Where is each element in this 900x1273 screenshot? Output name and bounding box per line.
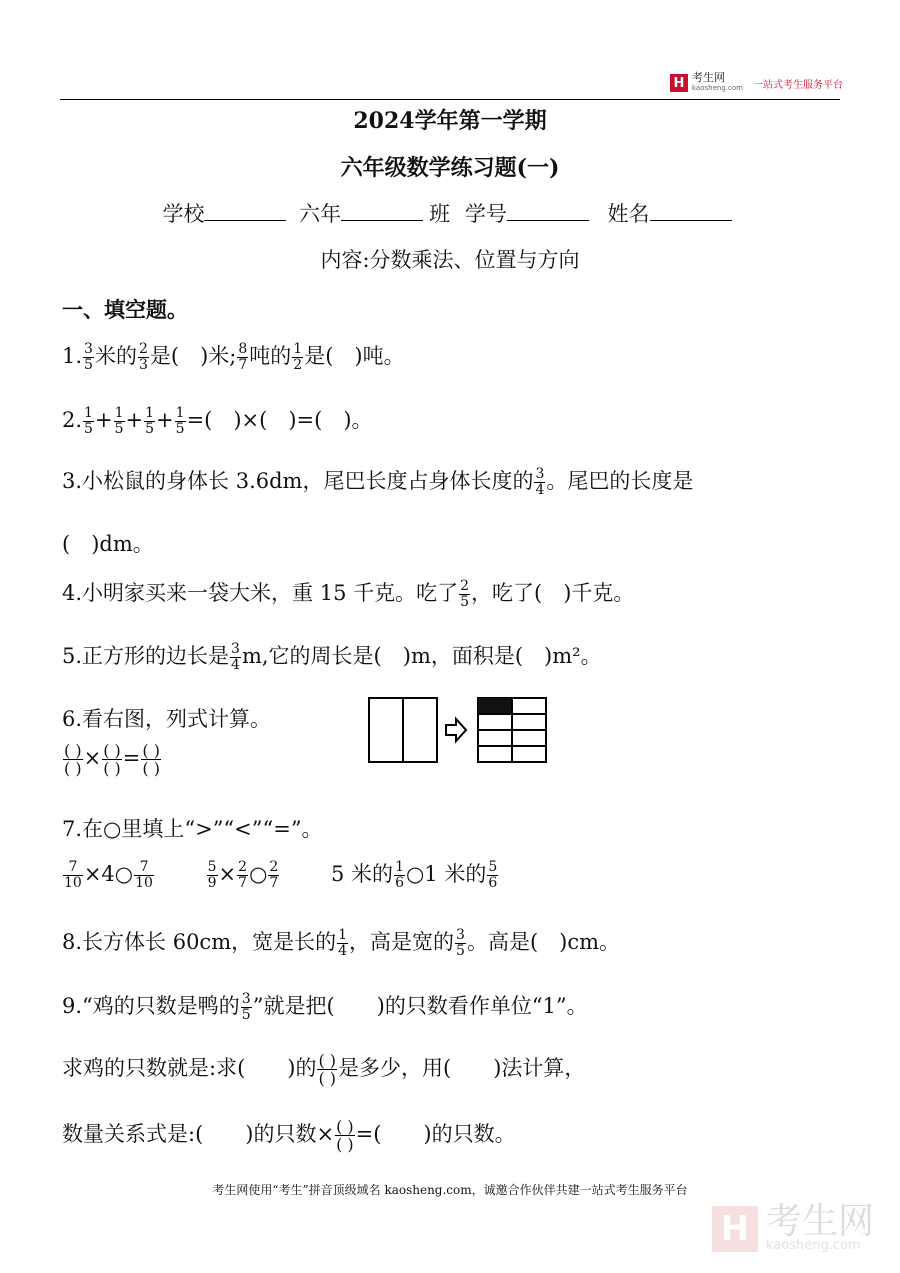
numerator: 5 [207, 859, 217, 875]
question-1 [62, 340, 405, 373]
question-6-formula [62, 742, 162, 777]
numerator: 1 [175, 405, 185, 421]
question-9-line-2 [62, 1052, 585, 1087]
fraction [134, 860, 154, 891]
numerator: 3 [535, 466, 545, 482]
logo-domain: kaosheng.com [692, 84, 743, 92]
times-sign: × [218, 862, 237, 886]
fraction [114, 406, 125, 437]
denominator: 5 [84, 421, 93, 437]
watermark-text [766, 1201, 875, 1253]
question-3-cont [62, 528, 154, 558]
denominator: 6 [395, 875, 404, 891]
numerator: ( ) [336, 1117, 354, 1136]
q7-expr-1 [62, 859, 155, 891]
q4-text: 4.小明家买来一袋大米，重 15 千克。吃了 [62, 581, 459, 605]
denominator: 5 [456, 943, 465, 959]
fraction [63, 860, 83, 891]
plus-sign: + [156, 408, 174, 432]
header-rule [60, 99, 840, 100]
question-9 [62, 990, 588, 1023]
q5-text: 5.正方形的边长是 [62, 644, 230, 668]
q1-text: 米的 [94, 344, 137, 368]
numerator: 1 [84, 405, 93, 421]
school-label: 学校 [162, 202, 205, 226]
class-field[interactable] [341, 202, 423, 221]
fraction [144, 406, 155, 437]
denominator: 4 [231, 657, 240, 673]
fraction [455, 928, 466, 959]
q8-text: 8.长方体长 60cm，宽是长的 [62, 930, 337, 954]
school-field[interactable] [204, 202, 286, 221]
fraction [487, 860, 498, 891]
denominator: 5 [145, 421, 155, 437]
name-field[interactable] [650, 202, 732, 221]
numerator: 1 [293, 341, 303, 357]
denominator: 5 [460, 594, 470, 610]
q9-text: ”就是把( )的只数看作单位“1”。 [252, 994, 588, 1018]
question-9-line-3 [62, 1118, 516, 1153]
fraction [237, 342, 248, 373]
fraction [292, 342, 303, 373]
denominator: ( ) [64, 759, 82, 778]
logo-slogan: 一站式考生服务平台 [752, 79, 843, 91]
denominator: 9 [207, 875, 217, 891]
numerator: 1 [145, 405, 155, 421]
denominator: ( ) [103, 759, 121, 778]
watermark-logo-icon: H [712, 1206, 758, 1252]
denominator: ( ) [142, 759, 160, 778]
q7-text: ×4○ [83, 862, 134, 886]
denominator: 5 [175, 421, 185, 437]
numerator: 2 [460, 578, 470, 594]
q5-text: m,它的周长是( )m，面积是( )m²。 [241, 644, 602, 668]
q8-text: 。高是( )cm。 [466, 930, 621, 954]
number-label: 学号 [464, 202, 507, 226]
section-heading: 一、填空题。 [62, 297, 188, 322]
q7-expr-3 [331, 859, 499, 891]
fraction [241, 992, 252, 1023]
denominator: 4 [338, 943, 348, 959]
q6-text: 6.看右图，列式计算。 [62, 707, 272, 731]
blank-fraction[interactable] [141, 742, 161, 777]
fraction [534, 467, 545, 498]
grade-label: 六年 [299, 202, 342, 226]
q1-text: 是( )吨。 [304, 344, 405, 368]
q2-text: =( )×( )=( )。 [186, 408, 373, 432]
question-3 [62, 465, 693, 498]
numerator: 1 [114, 405, 124, 421]
q9-text: 是多少，用( )法计算， [338, 1056, 586, 1080]
fraction [83, 342, 94, 373]
q9-text: 求鸡的只数就是:求( )的 [62, 1056, 317, 1080]
numerator: 1 [338, 927, 348, 943]
numerator: ( ) [64, 741, 82, 760]
numerator: 7 [134, 860, 154, 876]
denominator: 10 [64, 875, 82, 891]
numerator: ( ) [318, 1051, 337, 1070]
q7-expr-2 [206, 859, 281, 891]
fraction [230, 642, 241, 673]
denominator: 3 [138, 357, 148, 373]
fraction [237, 860, 248, 891]
number-field[interactable] [507, 202, 589, 221]
denominator: ( ) [318, 1069, 337, 1088]
watermark [712, 1201, 875, 1253]
times-sign: × [83, 746, 102, 770]
fraction [207, 860, 218, 891]
denominator: 2 [293, 357, 303, 373]
page-title: 2024学年第一学期 [353, 108, 547, 134]
class-label: 班 [429, 202, 451, 226]
q9-text: =( )的只数。 [355, 1122, 516, 1146]
shaded-cell [478, 698, 512, 714]
question-5 [62, 640, 602, 673]
question-7-expressions [62, 858, 499, 891]
blank-fraction[interactable] [335, 1118, 355, 1153]
numerator: 3 [84, 341, 93, 357]
logo-name-text: 考生网 [692, 71, 725, 84]
page-footer: 考生网使用“考生”拼音顶级域名 kaosheng.com，诚邀合作伙伴共建一站式考生服务平台 [212, 1183, 688, 1197]
denominator: 7 [238, 357, 248, 373]
student-info-line [0, 198, 900, 228]
plus-sign: + [125, 408, 144, 432]
watermark-domain: kaosheng.com [766, 1238, 861, 1253]
watermark-name: 考生网 [766, 1201, 875, 1242]
q1-text: 是( )米; [149, 344, 237, 368]
denominator: 10 [135, 875, 153, 891]
numerator: 5 [488, 859, 498, 875]
q7-text: 5 米的 [331, 862, 394, 886]
denominator: 5 [114, 421, 124, 437]
numerator: 3 [456, 927, 465, 943]
q3-text: 。尾巴的长度是 [546, 469, 694, 493]
name-label: 姓名 [607, 202, 650, 226]
numerator: ( ) [142, 741, 160, 760]
equals-sign: = [122, 746, 141, 770]
plus-sign: + [94, 408, 113, 432]
q3-text: 3.小松鼠的身体长 3.6dm，尾巴长度占身体长度的 [62, 469, 534, 493]
q3-text: ( )dm。 [62, 532, 154, 556]
q9-text: 数量关系式是:( )的只数× [62, 1122, 335, 1146]
fraction [138, 342, 149, 373]
logo-name [692, 73, 743, 93]
denominator: ( ) [336, 1135, 354, 1154]
denominator: 7 [269, 875, 279, 891]
page-subtitle: 六年级数学练习题(一) [340, 155, 560, 181]
numerator: 2 [138, 341, 148, 357]
numerator: 3 [231, 641, 240, 657]
q1-text: 吨的 [249, 344, 292, 368]
question-7 [62, 813, 323, 843]
q9-text: 9.“鸡的只数是鸭的 [62, 994, 240, 1018]
blank-fraction[interactable] [63, 742, 83, 777]
fraction [459, 579, 470, 610]
numerator: ( ) [103, 741, 121, 760]
question-2 [62, 404, 373, 437]
numerator: 7 [63, 860, 83, 876]
denominator: 5 [84, 357, 93, 373]
numerator: 3 [241, 991, 251, 1007]
arrow-right-icon [446, 719, 466, 741]
content-line: 内容:分数乘法、位置与方向 [320, 248, 580, 272]
fraction-diagram [366, 694, 550, 766]
denominator: 7 [238, 875, 248, 891]
denominator: 5 [241, 1007, 251, 1023]
numerator: 8 [238, 341, 248, 357]
q1-number: 1. [62, 344, 83, 368]
denominator: 4 [535, 482, 545, 498]
q8-text: ，高是宽的 [349, 930, 455, 954]
fraction [337, 928, 348, 959]
question-8 [62, 926, 620, 959]
numerator: 2 [238, 859, 248, 875]
fraction [394, 860, 405, 891]
q4-text: ，吃了( )千克。 [471, 581, 635, 605]
q7-text: 7.在○里填上“>”“<”“=”。 [62, 817, 323, 841]
numerator: 2 [269, 859, 279, 875]
question-4 [62, 577, 634, 610]
brand-logo [670, 72, 843, 94]
compare-circle[interactable]: ○ [249, 862, 268, 886]
logo-mark-icon: H [670, 74, 688, 92]
q7-text: ○1 米的 [405, 862, 487, 886]
fraction [268, 860, 279, 891]
blank-fraction[interactable] [102, 742, 122, 777]
question-6 [62, 703, 271, 733]
fraction [83, 406, 94, 437]
numerator: 1 [395, 859, 404, 875]
blank-fraction[interactable] [317, 1052, 337, 1087]
denominator: 6 [488, 875, 498, 891]
fraction [175, 406, 186, 437]
q2-number: 2. [62, 408, 83, 432]
